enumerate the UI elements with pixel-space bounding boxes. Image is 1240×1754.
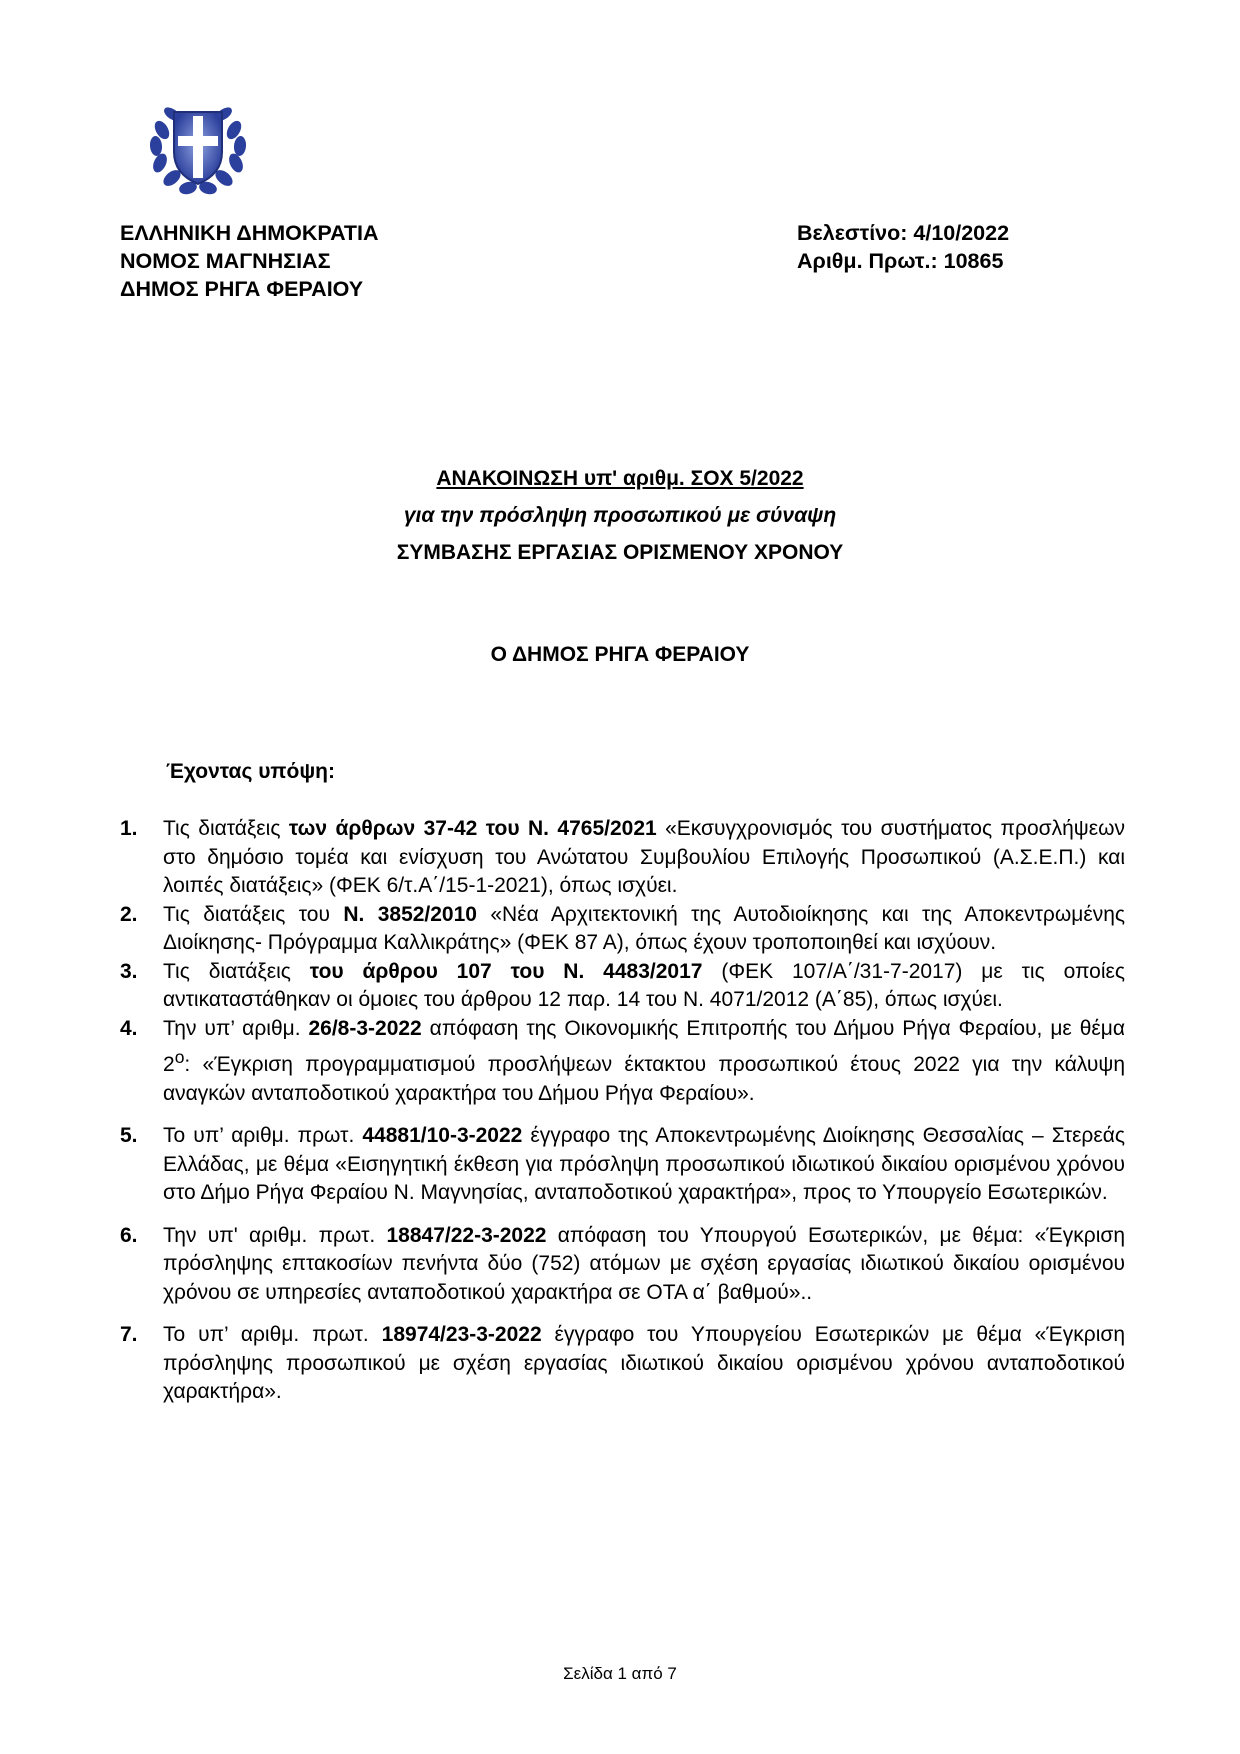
item-text: Το υπ’ αριθμ. πρωτ. [163, 1323, 382, 1346]
item-text: έγγραφο της Αποκεντρωμένης Διοίκησης Θεσσαλίας – Στερεάς Ελλάδας, με θέμα «Εισηγητική έκθεση για πρόσληψη προσωπικού ιδιωτικού δικαίου ορισμένου χρόνου στο Δήμο Ρήγα Φεραίου Ν. Μαγνησίας, ανταποδοτικού χαρακτήρα», προς το Υπουργείο Εσωτερικών. [163, 1124, 1126, 1204]
list-item [120, 958, 1125, 1015]
date-protocol-block [797, 219, 1009, 275]
item-number: 5. [120, 1124, 138, 1147]
list-item [120, 901, 1125, 958]
item-number: 1. [120, 817, 138, 840]
item-text: «Εκσυγχρονισμός του συστήματος προσλήψεων στο δημόσιο τομέα και ενίσχυση του Ανώτατου Συμβουλίου Επιλογής Προσωπικού (Α.Σ.Ε.Π.) και λοιπές διατάξεις» (ΦΕΚ 6/τ.Α΄/15-1-2021), όπως ισχύει. [163, 817, 1125, 897]
item-number: 4. [120, 1016, 138, 1040]
list-item [120, 1122, 1125, 1208]
list-item [120, 815, 1125, 901]
item-bold-ref: Ν. 3852/2010 [343, 902, 477, 926]
list-item [120, 1015, 1125, 1109]
announcement-subtitle: για την πρόσληψη προσωπικού με σύναψη [403, 504, 837, 527]
item-bold-ref: 18974/23-3-2022 [381, 1323, 542, 1346]
item-bold-ref: 44881/10-3-2022 [362, 1124, 523, 1147]
greek-coat-of-arms-icon [142, 90, 254, 202]
list-item [120, 1222, 1125, 1308]
issuer-country: ΕΛΛΗΝΙΚΗ ΔΗΜΟΚΡΑΤΙΑ [120, 221, 379, 245]
item-text: έγγραφο του Υπουργείου Εσωτερικών με θέμα «Έγκριση πρόσληψης προσωπικού με σχέση εργασίας ιδιωτικού δικαίου ορισμένου χρόνου ανταποδοτικού χαρακτήρα». [163, 1323, 1126, 1403]
item-text: Το υπ’ αριθμ. πρωτ. [163, 1124, 363, 1147]
announcement-subtitle-2: ΣΥΜΒΑΣΗΣ ΕΡΓΑΣΙΑΣ ΟΡΙΣΜΕΝΟΥ ΧΡΟΝΟΥ [396, 541, 844, 564]
item-text: Την υπ’ αριθμ. [163, 1016, 309, 1040]
item-text: : «Έγκριση προγραμματισμού προσλήψεων έκτακτου προσωπικού έτους 2022 για την κάλυψη αναγκών ανταποδοτικού χαρακτήρα του Δήμου Ρήγα Φεραίου». [163, 1053, 1125, 1105]
item-text: απόφαση της Οικονομικής Επιτροπής του Δήμου Ρήγα Φεραίου, με θέμα 2 [163, 1016, 1125, 1076]
list-item [120, 1321, 1125, 1407]
item-number: 6. [120, 1223, 138, 1247]
considering-heading: Έχοντας υπόψη: [166, 760, 335, 783]
item-text: (ΦΕΚ 107/Α΄/31-7-2017) με τις οποίες αντικαταστάθηκαν οι όμοιες του άρθρου 12 παρ. 14 του Ν. 4071/2012 (Α΄85), όπως ισχύει. [163, 959, 1125, 1011]
item-text: «Νέα Αρχιτεκτονική της Αυτοδιοίκησης και της Αποκεντρωμένης Διοίκησης- Πρόγραμμα Καλλικράτης» (ΦΕΚ 87 Α), όπως έχουν τροποποιηθεί και ισχύουν. [163, 902, 1126, 954]
municipality-heading: Ο ΔΗΜΟΣ ΡΗΓΑ ΦΕΡΑΙΟΥ [490, 643, 750, 666]
item-superscript: ο [174, 1047, 185, 1067]
item-bold-ref: 18847/22-3-2022 [386, 1223, 547, 1247]
item-text: Τις διατάξεις του [163, 902, 344, 926]
page-number: Σελίδα 1 από 7 [563, 1664, 677, 1683]
place-date: Βελεστίνο: 4/10/2022 [797, 221, 1010, 245]
item-number: 3. [120, 959, 138, 983]
considerations-list [120, 815, 1125, 1407]
announcement-title: ΑΝΑΚΟΙΝΩΣΗ υπ' αριθμ. ΣΟΧ 5/2022 [436, 467, 804, 490]
item-bold-ref: του άρθρου 107 του Ν. 4483/2017 [309, 959, 703, 983]
item-number: 2. [120, 902, 138, 926]
issuer-municipality: ΔΗΜΟΣ ΡΗΓΑ ΦΕΡΑΙΟΥ [120, 277, 364, 301]
issuer-prefecture: ΝΟΜΟΣ ΜΑΓΝΗΣΙΑΣ [120, 249, 331, 273]
protocol-number: Αριθμ. Πρωτ.: 10865 [797, 249, 1004, 273]
item-text: απόφαση του Υπουργού Εσωτερικών, με θέμα: «Έγκριση πρόσληψης επτακοσίων πενήντα δύο (752) ατόμων με σχέση εργασίας ιδιωτικού δικαίου ορισμένου χρόνου σε υπηρεσίες ανταποδοτικού χαρακτήρα σε ΟΤΑ α΄ βαθμού».. [163, 1223, 1125, 1304]
issuer-block [120, 219, 379, 303]
item-number: 7. [120, 1323, 138, 1346]
item-text: Την υπ' αριθμ. πρωτ. [163, 1223, 387, 1247]
item-text: Τις διατάξεις [163, 959, 310, 983]
item-text: Τις διατάξεις [163, 817, 289, 840]
item-bold-ref: των άρθρων 37-42 του Ν. 4765/2021 [288, 817, 657, 840]
item-bold-ref: 26/8-3-2022 [308, 1016, 422, 1040]
announcement-heading [0, 460, 1240, 571]
